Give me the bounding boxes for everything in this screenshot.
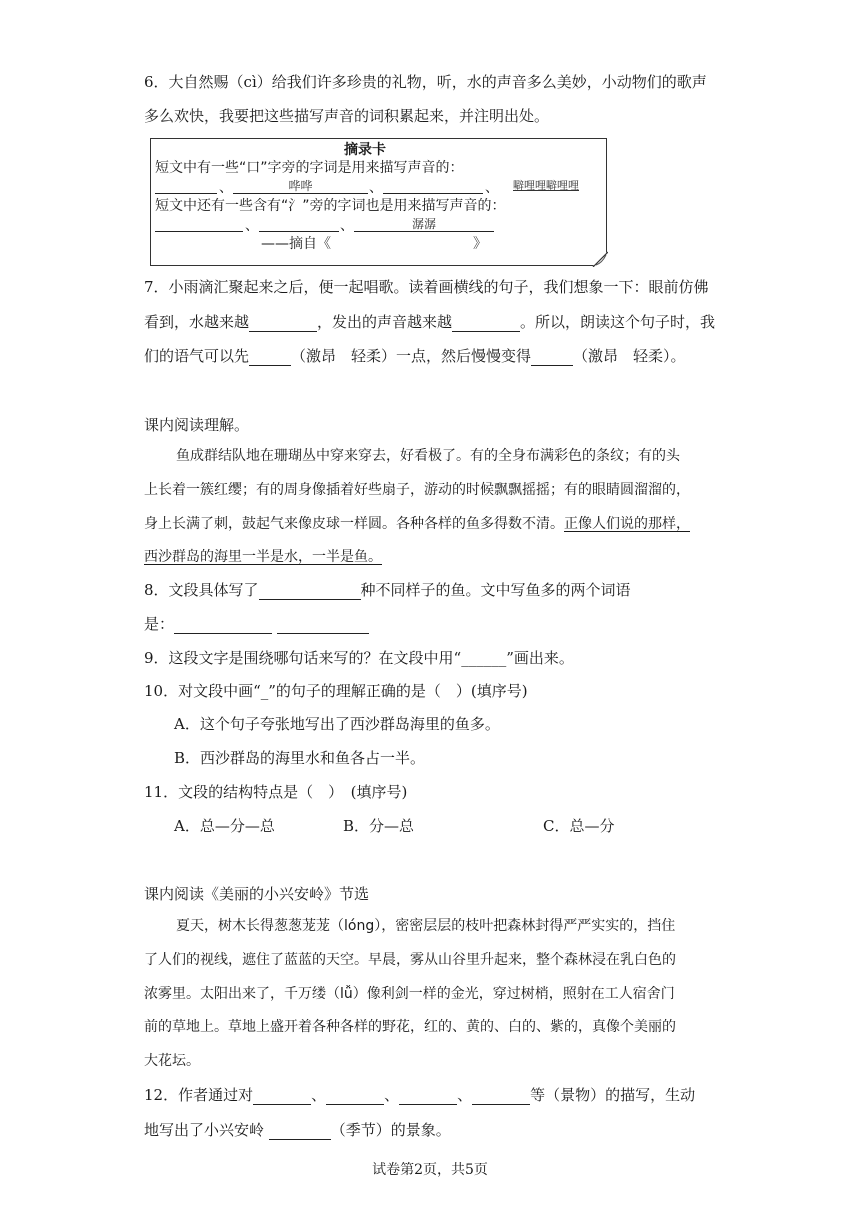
card-source-prefix: ——摘自《 xyxy=(261,236,331,252)
card-fill-c: 潺潺 xyxy=(411,217,436,231)
section1-p3: 身上长满了刺，鼓起气来像皮球一样圆。各种各样的鱼多得数不清。正像人们说的那样， xyxy=(144,516,690,532)
q7-line2: 看到，水越来越 ，发出的声音越来越 。所以，朗读这个句子时，我 xyxy=(144,313,716,331)
card-fill-b: 噼哩哩噼哩哩 xyxy=(513,179,579,192)
q9-text: 9．这段文字是围绕哪句话来写的？在文段中用“______”画出来。 xyxy=(144,649,574,667)
q12-blank-1[interactable] xyxy=(253,1088,311,1105)
card-blank-1[interactable] xyxy=(155,177,217,194)
q12-blank-5[interactable] xyxy=(269,1123,331,1140)
card-row2: 短文中还有一些含有“氵”旁的字词也是用来描写声音的： xyxy=(155,198,506,214)
section2-p3: 浓雾里。太阳出来了，千万缕（lǚ）像利剑一样的金光，穿过树梢，照射在工人宿舍门 xyxy=(144,986,675,1002)
section2-heading: 课内阅读《美丽的小兴安岭》节选 xyxy=(144,885,370,903)
section1-p2: 上长着一簇红缨；有的周身像插着好些扇子，游动的时候飘飘摇摇；有的眼睛圆溜溜的， xyxy=(144,482,690,498)
card-blank-5[interactable] xyxy=(259,215,339,232)
card-blank-4[interactable] xyxy=(155,215,243,232)
q11-option-c[interactable]: C．总—分 xyxy=(543,817,615,835)
section1-heading: 课内阅读理解。 xyxy=(144,416,250,434)
section2-p2: 了人们的视线，遮住了蓝蓝的天空。早晨，雾从山谷里升起来，整个森林浸在乳白色的 xyxy=(144,952,676,968)
excerpt-card: 摘录卡 短文中有一些“口”字旁的字词是用来描写声音的： 、 哗哗 、 、 噼哩哩噼哩哩 短文中还有一些含有“氵”旁的字词也是用来描写声音的： 、 、 潺潺 ——摘自《 》 xyxy=(150,138,607,266)
q7-blank-1[interactable] xyxy=(249,315,317,332)
page-footer: 试卷第2页，共5页 xyxy=(372,1162,488,1178)
q8-blank-3[interactable] xyxy=(277,617,369,634)
q10-option-b[interactable]: B．西沙群岛的海里水和鱼各占一半。 xyxy=(174,749,426,767)
q8-line2: 是： xyxy=(144,614,369,634)
q12-blank-4[interactable] xyxy=(472,1088,530,1105)
underlined-sentence-part2: 西沙群岛的海里一半是水，一半是鱼。 xyxy=(144,549,382,565)
q6-line1: 6．大自然赐（cì）给我们许多珍贵的礼物，听，水的声音多么美妙，小动物们的歌声 xyxy=(144,73,707,91)
q7-line3: 们的语气可以先 （激昂 轻柔）一点，然后慢慢变得 （激昂 轻柔）。 xyxy=(144,347,686,365)
q7-blank-3[interactable] xyxy=(249,349,291,366)
section2-p4: 前的草地上。草地上盛开着各种各样的野花，红的、黄的、白的、紫的，真像个美丽的 xyxy=(144,1019,676,1035)
q12-blank-2[interactable] xyxy=(326,1088,384,1105)
card-row1: 短文中有一些“口”字旁的字词是用来描写声音的： xyxy=(155,160,464,176)
q10-text: 10．对文段中画“_”的句子的理解正确的是（ ）(填序号) xyxy=(144,682,528,700)
q6-line2: 多么欢快，我要把这些描写声音的词积累起来，并注明出处。 xyxy=(144,107,550,125)
q12-blank-3[interactable] xyxy=(399,1088,457,1105)
q8-blank-1[interactable] xyxy=(259,583,361,600)
q11-text: 11．文段的结构特点是（ ） (填序号) xyxy=(144,783,408,801)
q11-option-a[interactable]: A．总—分—总 xyxy=(174,817,275,835)
card-fill-a: 哗哗 xyxy=(288,179,313,193)
q10-option-a[interactable]: A．这个句子夸张地写出了西沙群岛海里的鱼多。 xyxy=(174,715,500,733)
q8-blank-2[interactable] xyxy=(174,617,272,634)
card-blank-3[interactable] xyxy=(383,177,483,194)
q7-line1: 7．小雨滴汇聚起来之后，便一起唱歌。读着画横线的句子，我们想象一下：眼前仿佛 xyxy=(144,278,709,296)
q11-option-b[interactable]: B．分—总 xyxy=(343,817,415,835)
q7-blank-2[interactable] xyxy=(452,315,520,332)
q8-line1: 8．文段具体写了 种不同样子的鱼。文中写鱼多的两个词语 xyxy=(144,581,631,599)
q12-line2: 地写出了小兴安岭 （季节）的景象。 xyxy=(144,1121,451,1139)
page-curl-icon xyxy=(592,251,608,267)
q7-blank-4[interactable] xyxy=(531,349,573,366)
card-source-suffix: 》 xyxy=(473,236,487,252)
card-title: 摘录卡 xyxy=(344,142,386,158)
section2-p1: 夏天，树木长得葱葱茏茏（lóng），密密层层的枝叶把森林封得严严实实的，挡住 xyxy=(176,918,676,934)
underlined-sentence-part1: 正像人们说的那样， xyxy=(564,516,690,532)
section2-p5: 大花坛。 xyxy=(144,1053,200,1069)
q12-line1: 12．作者通过对 、 、 、 等（景物）的描写，生动 xyxy=(144,1086,696,1104)
section1-p1: 鱼成群结队地在珊瑚丛中穿来穿去，好看极了。有的全身布满彩色的条纹；有的头 xyxy=(176,448,680,464)
